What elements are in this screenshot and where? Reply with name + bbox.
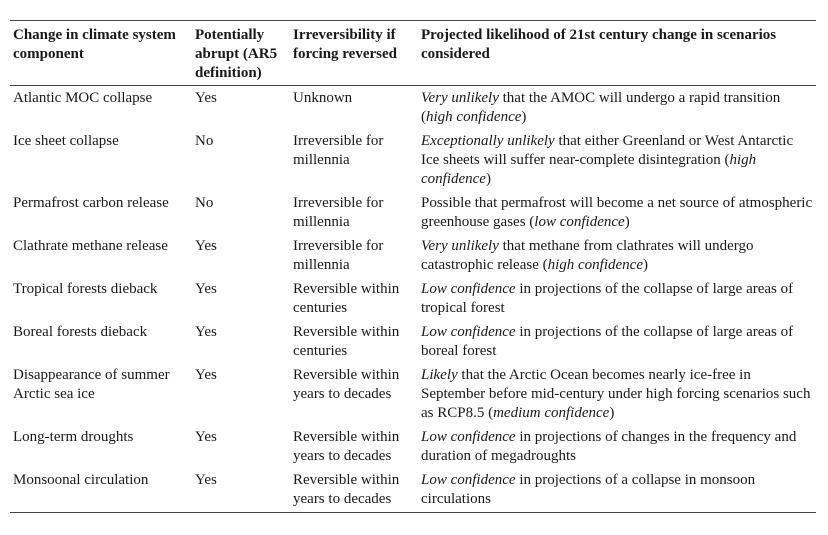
likelihood-text: ): [609, 405, 615, 421]
likelihood-text: ): [624, 214, 630, 230]
cell-likelihood: [418, 363, 816, 425]
cell-component: Disappearance of summer Arctic sea ice: [13, 367, 170, 402]
cell-irreversibility: Reversible within centuries: [293, 324, 400, 359]
likelihood-italic-text: low confidence: [534, 214, 625, 230]
cell-irreversibility: Reversible within years to decades: [293, 472, 400, 507]
table-row: [10, 86, 816, 130]
cell-irreversibility: Irreversible for millennia: [293, 195, 384, 230]
cell-likelihood: [418, 191, 816, 234]
likelihood-text: that either Greenland or West Antarctic Ice sheets will suffer near-complete disintegration (: [421, 133, 794, 168]
cell-component: Boreal forests dieback: [13, 324, 148, 340]
cell-irreversibility: Reversible within years to decades: [293, 367, 400, 402]
header-likelihood: Projected likelihood of 21st century change in scenarios considered: [421, 27, 777, 62]
likelihood-italic-text: high confidence: [547, 257, 643, 273]
likelihood-text: in projections of the collapse of large areas of boreal forest: [421, 324, 794, 359]
likelihood-italic-text: medium confidence: [493, 405, 610, 421]
likelihood-italic-text: Very unlikely: [421, 238, 499, 254]
likelihood-text: in projections of changes in the frequency and duration of megadroughts: [421, 429, 797, 464]
table-row: [10, 234, 816, 277]
cell-likelihood: [418, 468, 816, 513]
header-component: Change in climate system component: [13, 27, 176, 62]
likelihood-text: that methane from clathrates will undergo catastrophic release (: [421, 238, 754, 273]
likelihood-italic-text: Exceptionally unlikely: [421, 133, 555, 149]
likelihood-italic-text: Likely: [421, 367, 458, 383]
cell-component: Clathrate methane release: [13, 238, 168, 254]
cell-abrupt: Yes: [195, 238, 217, 254]
table-body: [10, 86, 816, 513]
cell-irreversibility: Irreversible for millennia: [293, 133, 384, 168]
cell-abrupt: Yes: [195, 281, 217, 297]
table-row: [10, 425, 816, 468]
header-abrupt: Potentially abrupt (AR5 definition): [195, 27, 278, 81]
cell-abrupt: Yes: [195, 324, 217, 340]
likelihood-italic-text: Low confidence: [421, 281, 516, 297]
table-row: [10, 320, 816, 363]
cell-component: Long-term droughts: [13, 429, 134, 445]
likelihood-text: ): [485, 171, 491, 187]
cell-irreversibility: Reversible within years to decades: [293, 429, 400, 464]
likelihood-italic-text: high confidence: [426, 109, 522, 125]
table-row: [10, 363, 816, 425]
cell-abrupt: Yes: [195, 472, 217, 488]
likelihood-text: in projections of a collapse in monsoon circulations: [421, 472, 756, 507]
cell-irreversibility: Irreversible for millennia: [293, 238, 384, 273]
likelihood-italic-text: Low confidence: [421, 429, 516, 445]
cell-irreversibility: Reversible within centuries: [293, 281, 400, 316]
cell-likelihood: [418, 425, 816, 468]
cell-abrupt: Yes: [195, 90, 217, 106]
climate-table-container: [10, 20, 816, 513]
likelihood-italic-text: high confidence: [421, 152, 757, 187]
likelihood-italic-text: Low confidence: [421, 324, 516, 340]
likelihood-text: ): [521, 109, 527, 125]
cell-abrupt: Yes: [195, 367, 217, 383]
likelihood-italic-text: Low confidence: [421, 472, 516, 488]
cell-component: Ice sheet collapse: [13, 133, 119, 149]
cell-likelihood: [418, 234, 816, 277]
cell-likelihood: [418, 129, 816, 191]
likelihood-text: that the Arctic Ocean becomes nearly ice-free in September before mid-century under high forcing scenarios such as RCP8.5 (: [421, 367, 811, 421]
cell-component: Monsoonal circulation: [13, 472, 149, 488]
likelihood-text: Possible that permafrost will become a net source of atmospheric greenhouse gases (: [421, 195, 813, 230]
climate-components-table: [10, 20, 816, 513]
header-row: [10, 21, 816, 86]
cell-component: Permafrost carbon release: [13, 195, 169, 211]
cell-likelihood: [418, 86, 816, 130]
table-row: [10, 277, 816, 320]
cell-likelihood: [418, 320, 816, 363]
cell-irreversibility: Unknown: [293, 90, 353, 106]
cell-abrupt: No: [195, 133, 214, 149]
likelihood-text: ): [642, 257, 648, 273]
cell-abrupt: Yes: [195, 429, 217, 445]
cell-abrupt: No: [195, 195, 214, 211]
likelihood-italic-text: Very unlikely: [421, 90, 499, 106]
likelihood-text: in projections of the collapse of large areas of tropical forest: [421, 281, 794, 316]
cell-likelihood: [418, 277, 816, 320]
header-irreversibility: Irreversibility if forcing reversed: [293, 27, 397, 62]
table-row: [10, 129, 816, 191]
cell-component: Atlantic MOC collapse: [13, 90, 153, 106]
table-row: [10, 191, 816, 234]
table-header: [10, 21, 816, 86]
cell-component: Tropical forests dieback: [13, 281, 158, 297]
table-row: [10, 468, 816, 513]
likelihood-text: that the AMOC will undergo a rapid transition (: [421, 90, 781, 125]
